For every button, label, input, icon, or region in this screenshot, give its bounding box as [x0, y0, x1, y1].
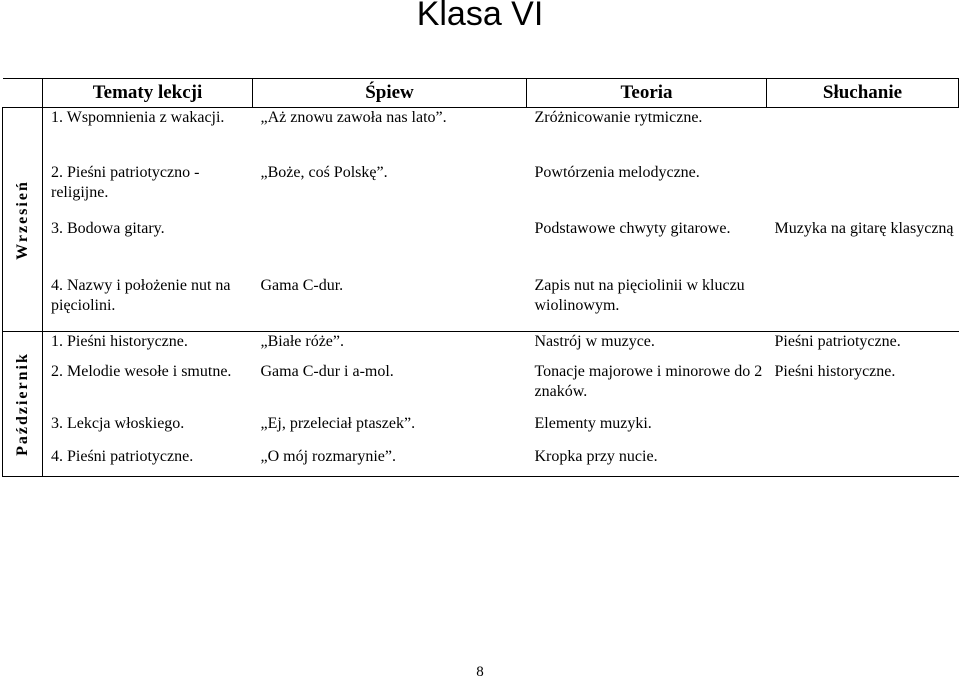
listening [767, 163, 959, 219]
song: „Białe róże”. [253, 332, 527, 362]
theory: Zróżnicowanie rytmiczne. [527, 108, 767, 163]
song [253, 219, 527, 276]
table-row [3, 447, 959, 477]
month-label-cell [3, 332, 43, 477]
lesson-topic: 4. Pieśni patriotyczne. [43, 447, 253, 477]
lesson-topic: 3. Lekcja włoskiego. [51, 414, 185, 432]
lesson-topic: 1. Wspomnienia z wakacji. [43, 108, 253, 163]
song: „Boże, coś Polskę”. [260, 163, 388, 181]
month-label-cell [3, 108, 43, 332]
song: „O mój rozmarynie”. [253, 447, 527, 477]
listening: Pieśni historyczne. [774, 362, 896, 380]
theory: Tonacje majorowe i minorowe do 2 znaków. [534, 362, 763, 400]
lesson-plan-table [2, 78, 959, 477]
theory: Kropka przy nucie. [527, 447, 767, 477]
listening [767, 414, 959, 447]
header-corner [3, 79, 43, 108]
header-listening: Słuchanie [767, 79, 959, 108]
theory: Podstawowe chwyty gitarowe. [534, 219, 731, 237]
header-theory: Teoria [527, 79, 767, 108]
month-label: Wrzesień [13, 179, 31, 260]
listening: Pieśni patriotyczne. [767, 332, 959, 362]
table-row [3, 276, 959, 332]
song: Gama C-dur i a-mol. [260, 362, 394, 380]
theory: Powtórzenia melodyczne. [534, 163, 700, 181]
table-row [3, 414, 959, 447]
header-singing: Śpiew [253, 79, 527, 108]
lesson-topic: 3. Bodowa gitary. [51, 219, 165, 237]
song: Gama C-dur. [260, 276, 344, 294]
table-row [3, 332, 959, 362]
table-row [3, 219, 959, 276]
page-number: 8 [476, 664, 484, 680]
table-header-row [3, 79, 959, 108]
header-topics: Tematy lekcji [43, 79, 253, 108]
listening [767, 276, 959, 332]
lesson-topic: 2. Pieśni patriotyczno - religijne. [51, 163, 200, 201]
table-row [3, 163, 959, 219]
theory: Zapis nut na pięciolinii w kluczu wiolinowym. [534, 276, 745, 314]
month-label: Październik [13, 352, 31, 456]
listening [767, 447, 959, 477]
theory: Nastrój w muzyce. [527, 332, 767, 362]
lesson-topic: 1. Pieśni historyczne. [43, 332, 253, 362]
song: „Ej, przeleciał ptaszek”. [260, 414, 416, 432]
lesson-topic: 2. Melodie wesołe i smutne. [51, 362, 232, 380]
song: „Aż znowu zawoła nas lato”. [253, 108, 527, 163]
lesson-topic: 4. Nazwy i położenie nut na pięciolini. [51, 276, 231, 314]
page-title: Klasa VI [416, 0, 544, 33]
listening [767, 108, 959, 163]
table-row [3, 108, 959, 163]
theory: Elementy muzyki. [534, 414, 652, 432]
listening: Muzyka na gitarę klasyczną [774, 219, 954, 237]
table-row [3, 362, 959, 414]
